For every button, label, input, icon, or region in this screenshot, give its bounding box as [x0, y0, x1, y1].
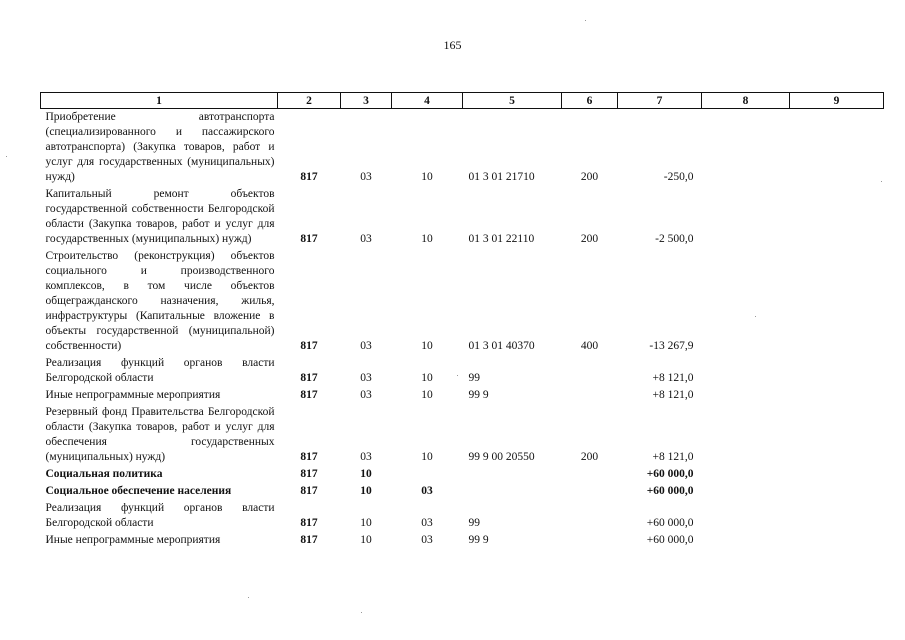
row-value-cell	[702, 248, 790, 355]
header-row	[41, 93, 884, 109]
row-value-cell: 817	[300, 485, 318, 497]
row-value-cell: 200	[580, 171, 599, 183]
row-value-cell	[392, 466, 463, 483]
row-value-cell	[562, 387, 618, 404]
row-value-cell	[562, 532, 618, 549]
row-value-cell	[790, 186, 884, 248]
row-value-cell	[790, 500, 884, 532]
row-value-cell	[790, 483, 884, 500]
row-value-cell: +60 000,0	[646, 534, 694, 546]
row-value-cell	[562, 500, 618, 532]
header-cell: 1	[41, 93, 278, 109]
row-value-cell	[562, 466, 618, 483]
scan-speck	[585, 20, 586, 21]
row-value-cell: 817	[300, 468, 318, 480]
row-value-cell: 10	[421, 389, 433, 401]
row-value-cell: 01 3 01 22110	[468, 233, 535, 245]
row-value-cell	[702, 532, 790, 549]
row-value-cell	[790, 355, 884, 387]
row-value-cell	[702, 500, 790, 532]
budget-table	[40, 92, 884, 549]
scan-speck	[361, 612, 362, 613]
row-value-cell: -13 267,9	[649, 340, 694, 352]
table-row	[41, 109, 884, 187]
row-name-cell: Приобретение автотранспорта (специализированного и пассажирского автотранспорта) (Закупка товаров, работ и услуг для государственных (муниципальных) нужд)	[45, 111, 275, 183]
row-name-cell: Реализация функций органов власти Белгородской области	[45, 502, 275, 529]
row-value-cell: 10	[421, 372, 433, 384]
row-value-cell: -250,0	[663, 171, 694, 183]
row-name-cell: Строительство (реконструкция) объектов социального и производственного комплексов, в том числе объектов общегражданского назначения, жилья, инфраструктуры (Капитальные вложение в объекты государственной (муниципальной) собственности)	[45, 250, 275, 352]
row-value-cell: 10	[360, 534, 372, 546]
row-name-cell: Капитальный ремонт объектов государственной собственности Белгородской области (Закупка товаров, работ и услуг для государственных (муниципальных) нужд)	[45, 188, 275, 245]
row-value-cell: 99	[468, 517, 480, 529]
row-value-cell	[562, 355, 618, 387]
row-value-cell: 817	[300, 389, 318, 401]
row-value-cell: 817	[300, 372, 318, 384]
row-value-cell: +8 121,0	[652, 451, 694, 463]
row-value-cell: 817	[300, 534, 318, 546]
header-cell: 9	[790, 93, 884, 109]
row-value-cell: 99 9	[468, 389, 489, 401]
header-cell: 8	[702, 93, 790, 109]
table-row	[41, 500, 884, 532]
row-value-cell: 03	[360, 233, 372, 245]
row-value-cell: 03	[421, 517, 433, 529]
table-row	[41, 532, 884, 549]
row-name-cell: Иные непрограммные мероприятия	[45, 389, 221, 401]
scan-speck	[6, 156, 7, 157]
header-cell: 4	[392, 93, 463, 109]
row-value-cell: 817	[300, 517, 318, 529]
row-value-cell	[790, 248, 884, 355]
row-name-cell: Резервный фонд Правительства Белгородской области (Закупка товаров, работ и услуг для обеспечения государственных (муниципальных) нужд)	[45, 406, 275, 463]
row-value-cell: 817	[300, 451, 318, 463]
row-value-cell	[790, 466, 884, 483]
row-value-cell	[702, 355, 790, 387]
row-value-cell: 10	[360, 468, 372, 480]
row-value-cell: 01 3 01 40370	[468, 340, 535, 352]
row-value-cell: +60 000,0	[646, 517, 694, 529]
row-value-cell	[702, 387, 790, 404]
header-cell: 3	[341, 93, 392, 109]
header-cell: 2	[278, 93, 341, 109]
row-value-cell	[562, 483, 618, 500]
row-value-cell: 99	[468, 372, 480, 384]
header-cell: 7	[618, 93, 702, 109]
row-value-cell: 99 9 00 20550	[468, 451, 535, 463]
row-value-cell: 817	[300, 340, 318, 352]
row-value-cell: 10	[360, 485, 372, 497]
row-name-cell: Социальная политика	[45, 468, 163, 480]
row-value-cell	[463, 466, 562, 483]
row-value-cell: 10	[360, 517, 372, 529]
row-value-cell: -2 500,0	[655, 233, 694, 245]
row-value-cell: 10	[421, 451, 433, 463]
row-value-cell	[790, 404, 884, 466]
row-value-cell: 200	[580, 233, 599, 245]
row-value-cell: 01 3 01 21710	[468, 171, 535, 183]
table-row	[41, 387, 884, 404]
row-value-cell	[463, 483, 562, 500]
row-value-cell: +8 121,0	[652, 372, 694, 384]
row-name-cell: Социальное обеспечение населения	[45, 485, 232, 497]
header-cell: 5	[463, 93, 562, 109]
row-value-cell: 817	[300, 171, 318, 183]
row-value-cell	[702, 483, 790, 500]
table-row	[41, 466, 884, 483]
row-value-cell	[702, 109, 790, 187]
row-name-cell: Реализация функций органов власти Белгородской области	[45, 357, 275, 384]
row-value-cell	[702, 466, 790, 483]
scan-speck	[248, 597, 249, 598]
row-value-cell: 03	[360, 451, 372, 463]
row-value-cell: 10	[421, 233, 433, 245]
row-value-cell: 99 9	[468, 534, 489, 546]
row-value-cell: 817	[300, 233, 318, 245]
row-value-cell: 400	[580, 340, 599, 352]
row-value-cell: +60 000,0	[646, 485, 694, 497]
row-value-cell: +60 000,0	[646, 468, 694, 480]
page-number: 165	[443, 38, 462, 52]
table-row	[41, 248, 884, 355]
row-value-cell: 03	[421, 534, 433, 546]
row-value-cell: +8 121,0	[652, 389, 694, 401]
row-value-cell: 03	[360, 171, 372, 183]
row-value-cell: 03	[360, 340, 372, 352]
scan-speck	[457, 375, 458, 376]
table-row	[41, 186, 884, 248]
row-value-cell: 03	[421, 485, 433, 497]
row-value-cell	[702, 186, 790, 248]
table-row	[41, 483, 884, 500]
row-value-cell	[702, 404, 790, 466]
row-value-cell: 03	[360, 389, 372, 401]
row-value-cell: 10	[421, 340, 433, 352]
row-value-cell	[790, 109, 884, 187]
row-name-cell: Иные непрограммные мероприятия	[45, 534, 221, 546]
row-value-cell: 03	[360, 372, 372, 384]
scan-speck	[881, 181, 882, 182]
scan-speck	[755, 316, 756, 317]
row-value-cell: 200	[580, 451, 599, 463]
row-value-cell	[790, 532, 884, 549]
table-row	[41, 355, 884, 387]
table-row	[41, 404, 884, 466]
header-cell: 6	[562, 93, 618, 109]
row-value-cell: 10	[421, 171, 433, 183]
row-value-cell	[790, 387, 884, 404]
